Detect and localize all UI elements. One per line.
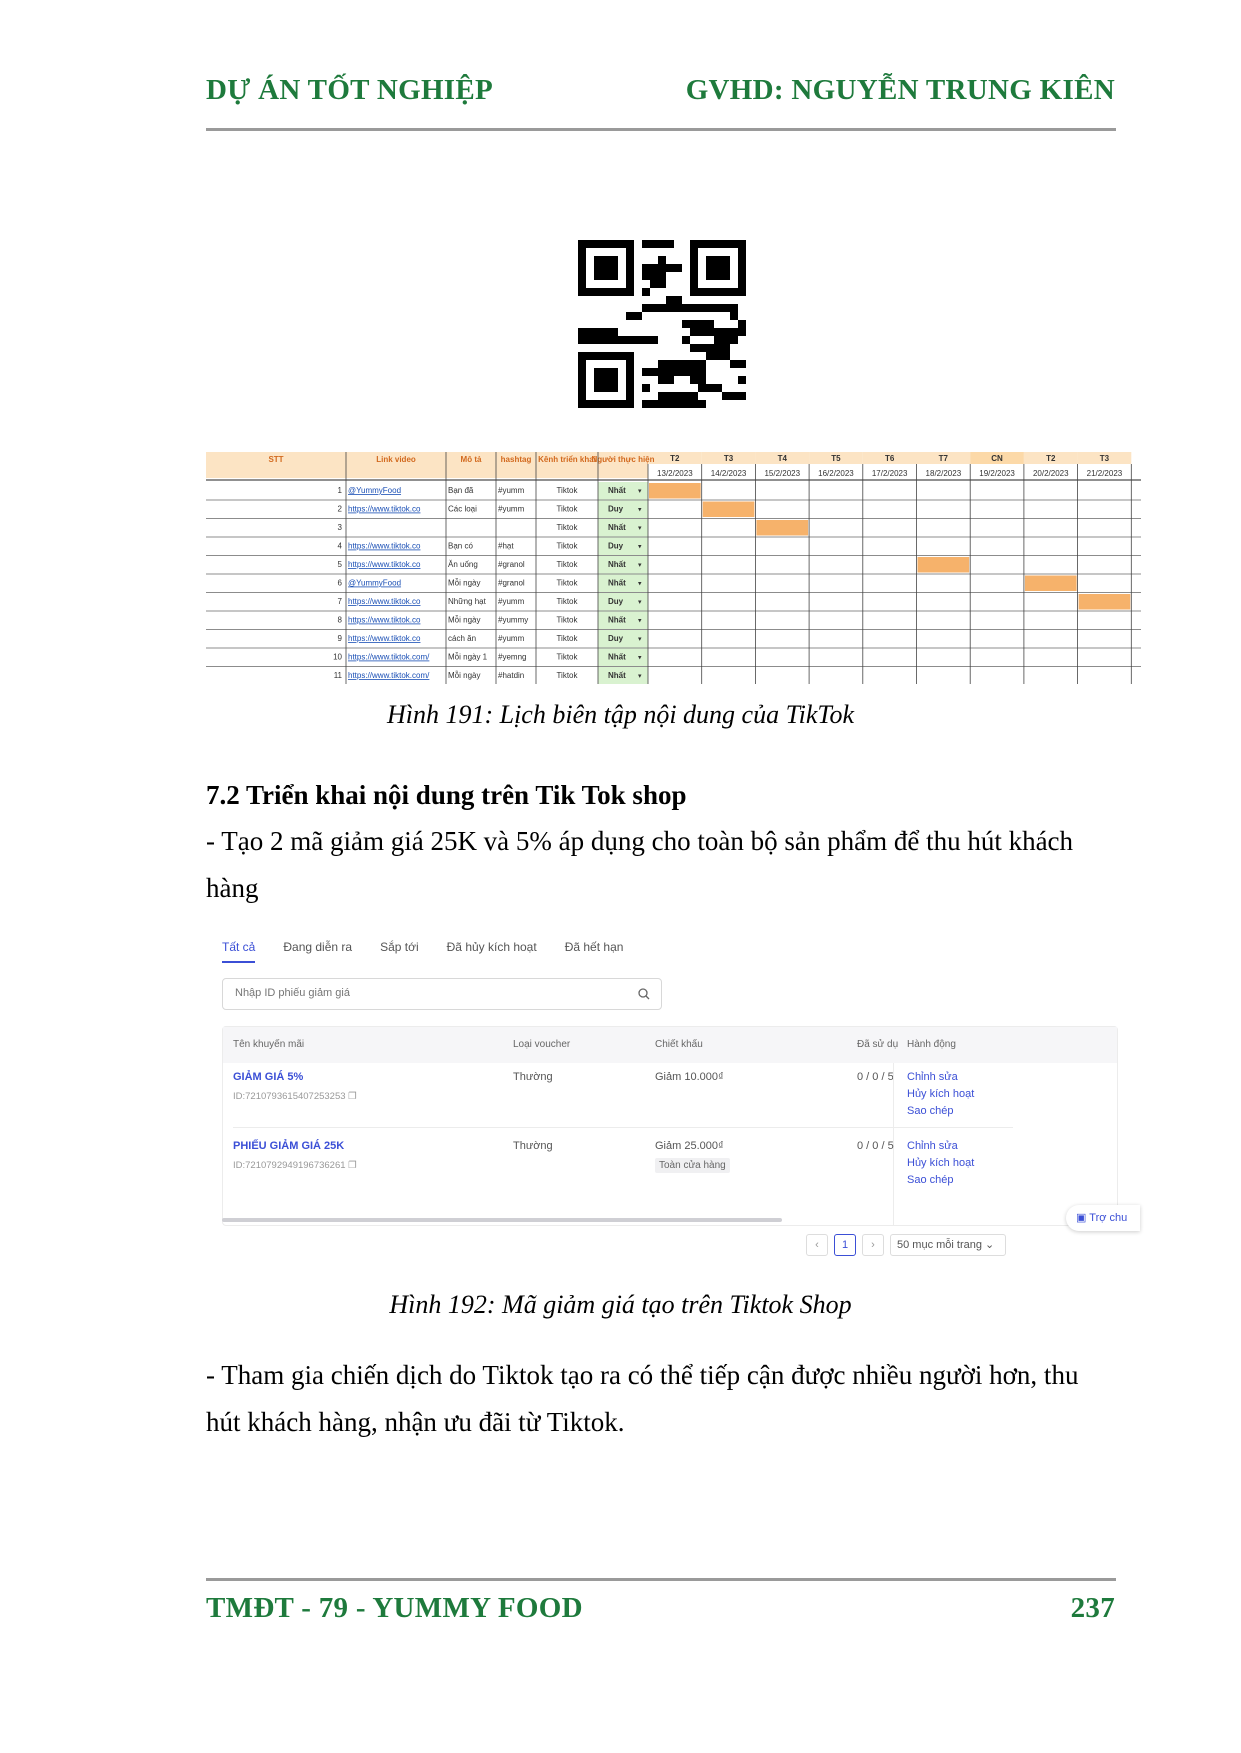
qr-module	[730, 312, 738, 320]
qr-module	[722, 328, 730, 336]
tab-all[interactable]: Tất cả	[222, 940, 255, 963]
qr-module	[666, 240, 674, 248]
qr-module	[674, 368, 682, 376]
prev-page-button[interactable]: ‹	[806, 1234, 828, 1256]
row-description: Mỗi ngày	[448, 615, 481, 625]
horizontal-scrollbar[interactable]	[222, 1218, 782, 1222]
schedule-bar	[703, 502, 755, 518]
qr-module	[690, 344, 698, 352]
qr-module	[626, 312, 634, 320]
column-header-name: Tên khuyến mãi	[233, 1039, 305, 1050]
date-label: 21/2/2023	[1086, 469, 1123, 478]
qr-module	[658, 256, 666, 264]
dropdown-arrow-icon: ▾	[638, 636, 642, 643]
qr-module	[698, 328, 706, 336]
row-description: Mỗi ngày	[448, 578, 481, 588]
row-person: Duy	[608, 504, 624, 514]
qr-module	[706, 352, 714, 360]
dropdown-arrow-icon: ▾	[638, 580, 642, 588]
row-hashtag: #hạt	[498, 541, 514, 551]
deactivate-link[interactable]: Hủy kích hoạt	[907, 1088, 975, 1100]
qr-module	[690, 376, 698, 384]
row-hashtag: #yumm	[498, 504, 525, 514]
voucher-used: 0 / 0 / 5	[857, 1140, 894, 1152]
voucher-scope-tag: Toàn cửa hàng	[655, 1159, 730, 1171]
row-hashtag: #hatdin	[498, 671, 525, 680]
qr-module	[690, 304, 698, 312]
qr-module	[682, 392, 690, 400]
qr-module	[658, 264, 666, 272]
qr-module	[674, 304, 682, 312]
day-label: T2	[670, 454, 680, 463]
row-hashtag: #yumm	[498, 597, 525, 606]
qr-module	[706, 344, 714, 352]
edit-link[interactable]: Chỉnh sửa	[907, 1140, 958, 1152]
qr-module	[698, 304, 706, 312]
qr-module	[666, 296, 674, 304]
row-person: Nhất	[608, 671, 626, 680]
row-hashtag: #yemng	[498, 652, 527, 662]
copy-icon[interactable]: ❐	[348, 1091, 357, 1102]
row-link: @YummyFood	[348, 578, 402, 588]
qr-module	[714, 328, 722, 336]
qr-module	[730, 336, 738, 344]
row-link: https://www.tiktok.co	[348, 634, 421, 643]
column-header: STT	[268, 455, 284, 464]
voucher-discount: Giảm 25.000₫	[655, 1140, 724, 1152]
qr-module	[666, 400, 674, 408]
qr-module	[642, 336, 650, 344]
chevron-down-icon: ⌄	[985, 1239, 995, 1251]
header-title-left: DỰ ÁN TỐT NGHIỆP	[206, 74, 494, 106]
qr-module	[642, 288, 650, 296]
date-label: 18/2/2023	[925, 469, 962, 478]
qr-module	[698, 360, 706, 368]
row-link: https://www.tiktok.com/	[348, 652, 430, 662]
voucher-type: Thường	[513, 1140, 553, 1152]
qr-module	[698, 320, 706, 328]
qr-module	[714, 352, 722, 360]
row-channel: Tiktok	[556, 523, 578, 532]
row-channel: Tiktok	[556, 634, 578, 643]
row-hashtag: #granol	[498, 560, 525, 569]
row-number: 1	[337, 486, 342, 495]
qr-module	[650, 336, 658, 344]
date-label: 15/2/2023	[764, 469, 801, 478]
row-link: https://www.tiktok.co	[348, 541, 421, 551]
row-number: 6	[337, 578, 342, 588]
qr-module	[666, 376, 674, 384]
qr-module	[610, 336, 618, 344]
qr-module	[730, 392, 738, 400]
row-number: 2	[337, 504, 342, 514]
qr-module	[642, 264, 650, 272]
row-person: Duy	[608, 634, 624, 643]
qr-module	[586, 336, 594, 344]
row-link: https://www.tiktok.co	[348, 560, 421, 569]
qr-module	[674, 360, 682, 368]
qr-module	[698, 384, 706, 392]
duplicate-link[interactable]: Sao chép	[907, 1105, 954, 1117]
qr-module	[666, 304, 674, 312]
qr-module	[682, 320, 690, 328]
qr-module	[690, 400, 698, 408]
schedule-bar	[918, 557, 970, 573]
edit-link[interactable]: Chỉnh sửa	[907, 1071, 958, 1083]
next-page-button[interactable]: ›	[862, 1234, 884, 1256]
qr-module	[738, 360, 746, 368]
row-person: Nhất	[608, 652, 626, 662]
qr-module	[618, 336, 626, 344]
qr-module	[650, 368, 658, 376]
header-title-right: GVHD: NGUYỄN TRUNG KIÊN	[685, 74, 1115, 106]
row-number: 3	[337, 523, 342, 532]
qr-module	[698, 400, 706, 408]
qr-module	[690, 328, 698, 336]
row-number: 4	[337, 541, 342, 551]
qr-module	[650, 264, 658, 272]
qr-module	[658, 272, 666, 280]
day-label: T6	[884, 454, 895, 463]
qr-module	[698, 344, 706, 352]
qr-module	[706, 304, 714, 312]
date-label: 13/2/2023	[657, 469, 693, 478]
row-hashtag: #granol	[498, 578, 525, 588]
voucher-name[interactable]: PHIẾU GIẢM GIÁ 25K	[233, 1140, 345, 1152]
dropdown-arrow-icon: ▾	[638, 617, 642, 625]
row-channel: Tiktok	[556, 652, 578, 662]
column-header: Người thực hiện	[591, 455, 655, 464]
qr-module	[666, 368, 674, 376]
tab-expired[interactable]: Đã hết hạn	[564, 940, 624, 954]
help-chat-button[interactable]: ▣ Trợ chu	[1066, 1205, 1140, 1231]
qr-module	[642, 400, 650, 408]
day-label: T7	[938, 454, 949, 463]
column-header: Kênh triển khai	[538, 455, 596, 464]
qr-module	[722, 392, 730, 400]
row-link: https://www.tiktok.com/	[348, 671, 430, 680]
row-description: Những hạt	[448, 597, 486, 606]
row-channel: Tiktok	[556, 541, 578, 551]
qr-module	[650, 272, 658, 280]
deactivate-link[interactable]: Hủy kích hoạt	[907, 1157, 975, 1169]
schedule-bar	[756, 520, 808, 536]
qr-module	[730, 328, 738, 336]
day-label: T2	[1046, 454, 1056, 463]
dropdown-arrow-icon: ▾	[638, 543, 642, 551]
row-link: @YummyFood	[348, 486, 402, 495]
column-header: Link video	[376, 455, 416, 464]
qr-module	[730, 304, 738, 312]
qr-module	[650, 280, 658, 288]
column-header: hashtag	[500, 455, 532, 464]
row-hashtag: #yumm	[498, 486, 525, 495]
chat-icon: ▣	[1076, 1212, 1087, 1224]
date-label: 20/2/2023	[1032, 469, 1069, 478]
qr-module	[690, 320, 698, 328]
dropdown-arrow-icon: ▾	[638, 488, 642, 495]
qr-module	[690, 360, 698, 368]
qr-code-image	[578, 240, 746, 408]
qr-finder	[706, 256, 730, 280]
qr-module	[578, 328, 586, 336]
qr-module	[594, 336, 602, 344]
row-channel: Tiktok	[556, 578, 578, 588]
qr-module	[666, 264, 674, 272]
qr-module	[610, 328, 618, 336]
row-description: Mỗi ngày 1	[448, 652, 488, 662]
qr-module	[642, 384, 650, 392]
row-hashtag: #yummy	[498, 615, 529, 625]
column-header-type: Loại voucher	[513, 1039, 571, 1050]
row-person: Nhất	[608, 486, 626, 495]
row-number: 11	[333, 671, 342, 680]
row-channel: Tiktok	[556, 504, 578, 514]
qr-module	[602, 328, 610, 336]
row-number: 9	[337, 634, 342, 643]
voucher-tabs	[222, 940, 651, 963]
tab-upcoming[interactable]: Sắp tới	[380, 940, 419, 954]
date-label: 17/2/2023	[871, 469, 908, 478]
qr-module	[658, 376, 666, 384]
row-number: 5	[337, 560, 342, 569]
qr-module	[738, 392, 746, 400]
column-header-discount: Chiết khấu	[655, 1039, 703, 1050]
qr-module	[650, 304, 658, 312]
row-person: Nhất	[608, 523, 626, 532]
qr-module	[642, 368, 650, 376]
qr-module	[738, 328, 746, 336]
row-hashtag: #yumm	[498, 634, 525, 643]
qr-finder	[594, 368, 618, 392]
section-heading: 7.2 Triển khai nội dung trên Tik Tok shop	[206, 780, 687, 810]
page-size-select[interactable]: 50 mục mỗi trang ⌄	[890, 1234, 1006, 1256]
qr-module	[722, 336, 730, 344]
qr-module	[658, 304, 666, 312]
day-label: T3	[1099, 454, 1110, 463]
voucher-table	[222, 1026, 1118, 1226]
qr-module	[698, 368, 706, 376]
qr-module	[658, 392, 666, 400]
dropdown-arrow-icon: ▾	[638, 599, 642, 606]
row-description: cách ăn	[448, 634, 477, 643]
row-person: Duy	[608, 541, 624, 551]
schedule-bar	[1079, 594, 1131, 610]
qr-module	[658, 240, 666, 248]
copy-icon[interactable]: ❐	[348, 1160, 357, 1171]
qr-module	[714, 336, 722, 344]
qr-module	[658, 368, 666, 376]
row-channel: Tiktok	[556, 560, 578, 569]
qr-module	[602, 336, 610, 344]
qr-module	[738, 376, 746, 384]
qr-module	[674, 296, 682, 304]
qr-module	[578, 336, 586, 344]
voucher-id: ID:7210792949196736261 ❐	[233, 1160, 357, 1171]
row-description: Mỗi ngày	[448, 671, 481, 680]
row-person: Duy	[608, 597, 624, 606]
row-description: Bạn đã	[448, 486, 474, 495]
voucher-discount: Giảm 10.000₫	[655, 1071, 724, 1083]
voucher-id-search-input[interactable]	[233, 986, 617, 1000]
voucher-name[interactable]: GIẢM GIÁ 5%	[233, 1071, 304, 1083]
qr-module	[650, 240, 658, 248]
row-description: Ăn uống	[448, 560, 478, 569]
qr-module	[714, 344, 722, 352]
qr-module	[682, 360, 690, 368]
qr-module	[642, 304, 650, 312]
qr-module	[666, 392, 674, 400]
qr-module	[586, 328, 594, 336]
schedule-table	[206, 452, 1141, 684]
paragraph-discount: - Tạo 2 mã giảm giá 25K và 5% áp dụng cho toàn bộ sản phẩm để thu hút khách hàng	[206, 826, 1074, 903]
qr-module	[714, 304, 722, 312]
search-icon[interactable]	[637, 987, 651, 1001]
row-description: Bạn có	[448, 541, 473, 551]
qr-module	[674, 400, 682, 408]
qr-module	[682, 304, 690, 312]
qr-module	[674, 392, 682, 400]
schedule-bar	[1025, 576, 1077, 592]
qr-module	[706, 320, 714, 328]
day-label: T4	[777, 454, 787, 463]
row-channel: Tiktok	[556, 671, 578, 680]
dropdown-arrow-icon: ▾	[638, 673, 642, 680]
row-description: Các loại	[448, 504, 477, 514]
qr-module	[682, 368, 690, 376]
qr-module	[722, 304, 730, 312]
qr-module	[682, 400, 690, 408]
qr-module	[730, 360, 738, 368]
header-divider	[206, 128, 1116, 133]
qr-module	[634, 336, 642, 344]
qr-module	[634, 312, 642, 320]
dropdown-arrow-icon: ▾	[638, 562, 642, 569]
column-header: Mô tả	[460, 455, 482, 464]
qr-module	[714, 384, 722, 392]
figure-caption-192: Hình 192: Mã giảm giá tạo trên Tiktok Shop	[389, 1290, 852, 1319]
voucher-used: 0 / 0 / 5	[857, 1071, 894, 1083]
footer-page-number: 237	[1070, 1592, 1115, 1624]
qr-module	[674, 264, 682, 272]
schedule-bar	[649, 483, 701, 499]
column-header-used: Đã sử dụ	[857, 1039, 899, 1050]
tab-deactivated[interactable]: Đã hủy kích hoạt	[446, 940, 537, 954]
qr-module	[738, 320, 746, 328]
row-person: Nhất	[608, 615, 626, 625]
qr-module	[706, 384, 714, 392]
qr-module	[690, 392, 698, 400]
row-channel: Tiktok	[556, 597, 578, 606]
row-number: 8	[337, 615, 342, 625]
day-label: CN	[991, 454, 1003, 463]
voucher-id: ID:7210793615407253253 ❐	[233, 1091, 357, 1102]
row-number: 7	[337, 597, 342, 606]
row-link: https://www.tiktok.co	[348, 504, 421, 514]
date-label: 14/2/2023	[710, 469, 747, 478]
qr-module	[658, 400, 666, 408]
date-label: 19/2/2023	[979, 469, 1015, 478]
day-label: T3	[723, 454, 734, 463]
dropdown-arrow-icon: ▾	[638, 525, 642, 532]
paragraph-campaign: - Tham gia chiến dịch do Tiktok tạo ra có thể tiếp cận được nhiều người hơn, thu hút khách hàng, nhận ưu đãi từ Tiktok.	[206, 1360, 1079, 1437]
day-label: T5	[831, 454, 841, 463]
row-channel: Tiktok	[556, 486, 578, 495]
qr-module	[706, 328, 714, 336]
column-header-actions: Hành động	[907, 1039, 956, 1050]
qr-module	[626, 336, 634, 344]
qr-module	[650, 400, 658, 408]
row-link: https://www.tiktok.co	[348, 615, 421, 625]
footer-title-left: TMĐT - 79 - YUMMY FOOD	[206, 1592, 583, 1624]
row-link: https://www.tiktok.co	[348, 597, 421, 606]
tab-ongoing[interactable]: Đang diễn ra	[283, 940, 353, 954]
figure-caption-191: Hình 191: Lịch biên tập nội dung của TikTok	[386, 700, 855, 729]
duplicate-link[interactable]: Sao chép	[907, 1174, 954, 1186]
qr-module	[658, 280, 666, 288]
voucher-search-box	[222, 978, 662, 1010]
qr-module	[690, 368, 698, 376]
qr-module	[642, 272, 650, 280]
dropdown-arrow-icon: ▾	[638, 506, 642, 514]
qr-module	[722, 352, 730, 360]
footer-divider	[206, 1578, 1116, 1583]
tiktok-shop-voucher-panel	[206, 918, 1140, 1270]
voucher-type: Thường	[513, 1071, 553, 1083]
qr-module	[594, 328, 602, 336]
row-channel: Tiktok	[556, 615, 578, 625]
row-person: Nhất	[608, 578, 626, 588]
row-divider	[233, 1127, 1013, 1128]
row-person: Nhất	[608, 560, 626, 569]
qr-module	[666, 360, 674, 368]
qr-module	[722, 344, 730, 352]
dropdown-arrow-icon: ▾	[638, 654, 642, 662]
date-label: 16/2/2023	[818, 469, 854, 478]
row-number: 10	[333, 652, 342, 662]
qr-module	[658, 360, 666, 368]
qr-finder	[594, 256, 618, 280]
qr-module	[642, 240, 650, 248]
qr-module	[682, 336, 690, 344]
current-page-button[interactable]: 1	[834, 1234, 856, 1256]
qr-module	[698, 376, 706, 384]
